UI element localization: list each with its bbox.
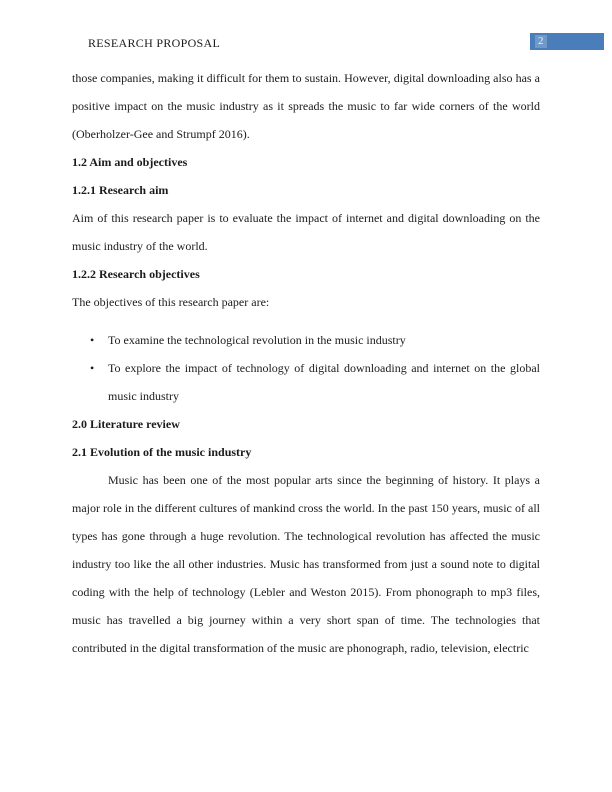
list-item bbox=[72, 354, 540, 410]
document-body bbox=[72, 64, 540, 662]
page-number: 2 bbox=[535, 35, 547, 48]
list-item-text: To explore the impact of technology of digital downloading and internet on the global music industry bbox=[108, 361, 540, 403]
header-title: RESEARCH PROPOSAL bbox=[88, 36, 221, 50]
page-number-badge bbox=[530, 33, 604, 50]
objectives-list bbox=[72, 326, 540, 410]
heading-evolution-of-music-industry: 2.1 Evolution of the music industry bbox=[72, 445, 252, 459]
paragraph-objectives-lead: The objectives of this research paper are: bbox=[72, 295, 270, 309]
heading-literature-review: 2.0 Literature review bbox=[72, 417, 180, 431]
paragraph-intro: those companies, making it difficult for them to sustain. However, digital downloading also has a positive impact on the music industry as it spreads the music to far wide corners of the world (Oberholzer-Gee and Strumpf 2016). bbox=[72, 71, 540, 141]
heading-research-objectives: 1.2.2 Research objectives bbox=[72, 267, 200, 281]
bullet-icon: • bbox=[90, 333, 95, 347]
paragraph-research-aim: Aim of this research paper is to evaluate the impact of internet and digital downloading on the music industry of the world. bbox=[72, 211, 540, 253]
heading-research-aim: 1.2.1 Research aim bbox=[72, 183, 169, 197]
bullet-icon: • bbox=[90, 361, 95, 375]
heading-aim-and-objectives: 1.2 Aim and objectives bbox=[72, 155, 188, 169]
list-item bbox=[72, 326, 540, 354]
paragraph-evolution: Music has been one of the most popular arts since the beginning of history. It plays a major role in the different cultures of mankind cross the world. In the past 150 years, music of all types has gone through a huge revolution. The technological revolution has affected the music industry too like the all other industries. Music has transformed from just a sound note to digital coding with the help of technology (Lebler and Weston 2015). From phonograph to mp3 files, music has travelled a big journey within a very short span of time. The technologies that contributed in the digital transformation of the music are phonograph, radio, television, electric bbox=[72, 473, 540, 655]
list-item-text: To examine the technological revolution in the music industry bbox=[108, 333, 406, 347]
